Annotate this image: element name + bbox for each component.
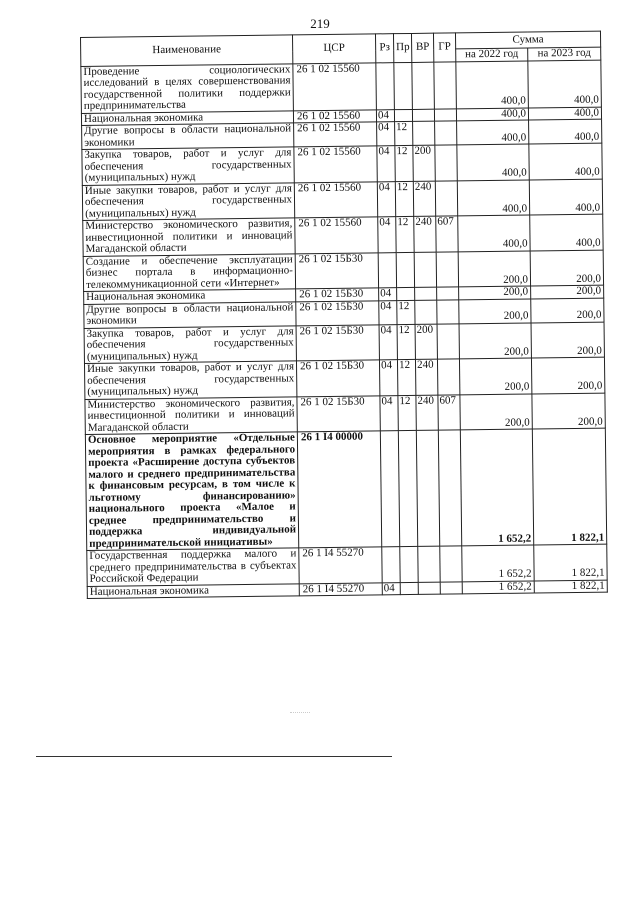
- row-pr: 12: [395, 121, 413, 145]
- row-csr: 26 1 02 15560: [293, 109, 376, 123]
- row-rz: [378, 252, 396, 288]
- row-sum-2023: 400,0: [529, 179, 602, 215]
- footnote-rule: [36, 756, 392, 757]
- row-rz: 04: [378, 217, 396, 253]
- row-name: Государственная поддержка малого и среднего предпринимательства в субъектах Российской Федерации: [87, 548, 299, 586]
- row-sum-2022: 200,0: [459, 299, 531, 324]
- row-pr: [397, 287, 415, 300]
- row-name: Министерство экономического развития, инвестиционной политики и инноваций Магаданской области: [85, 396, 297, 434]
- row-gr: [437, 323, 459, 359]
- row-rz: 04: [377, 122, 395, 146]
- table-row: [81, 60, 602, 113]
- row-sum-2023: 400,0: [530, 214, 603, 250]
- row-rz: [382, 547, 400, 583]
- header-name: Наименование: [81, 35, 293, 66]
- header-year-2023: на 2023 год: [528, 47, 601, 60]
- row-pr: 12: [397, 324, 415, 360]
- row-gr: [440, 581, 462, 594]
- row-gr: [434, 61, 457, 108]
- table-body: [81, 60, 607, 599]
- row-name: Национальная экономика: [84, 289, 296, 304]
- row-rz: [376, 62, 395, 109]
- row-csr: 26 1 02 15Б30: [296, 360, 379, 397]
- row-vr: 240: [415, 359, 437, 395]
- table-row: [85, 393, 605, 435]
- row-sum-2022: 400,0: [456, 61, 529, 109]
- row-csr: 26 1 I4 55270: [299, 582, 382, 596]
- header-year-2022: на 2022 год: [456, 48, 528, 61]
- row-name: Проведение социологических исследований в целях совершенствования государственной политики поддержки предпринимательства: [81, 63, 294, 113]
- row-pr: 12: [397, 300, 415, 324]
- header-gr: ГР: [433, 33, 455, 62]
- row-csr: 26 1 I4 55270: [299, 547, 382, 584]
- row-name: Создание и обеспечение эксплуатации бизнес портала в информационно-телекоммуникационной сети «Интернет»: [83, 253, 295, 291]
- row-gr: [437, 359, 459, 395]
- row-sum-2022: 200,0: [459, 358, 531, 394]
- row-rz: 04: [379, 288, 397, 301]
- row-pr: [396, 252, 414, 288]
- row-pr: 12: [395, 181, 413, 217]
- row-name: Другие вопросы в области национальной экономики: [84, 301, 296, 328]
- row-pr: 12: [395, 145, 413, 181]
- row-gr: [436, 251, 458, 287]
- row-sum-2023: 200,0: [531, 322, 604, 358]
- row-name: Другие вопросы в области национальной экономики: [82, 123, 294, 150]
- row-vr: 240: [416, 395, 438, 431]
- row-csr: 26 1 02 15Б30: [297, 395, 380, 432]
- row-gr: [438, 430, 461, 546]
- row-sum-2022: 200,0: [458, 251, 530, 287]
- row-sum-2022: 1 652,2: [462, 545, 534, 581]
- scan-mark: [290, 712, 310, 713]
- row-csr: 26 1 02 15Б30: [296, 324, 379, 361]
- row-sum-2023: 400,0: [528, 107, 601, 120]
- row-pr: 12: [397, 359, 415, 395]
- table-row: [83, 214, 603, 256]
- row-sum-2023: 400,0: [529, 119, 602, 144]
- row-csr: 26 1 I4 00000: [297, 431, 381, 548]
- row-sum-2023: 200,0: [530, 250, 603, 286]
- row-gr: 607: [436, 216, 458, 252]
- row-gr: [435, 121, 457, 145]
- row-csr: 26 1 02 15560: [294, 146, 377, 183]
- row-vr: 240: [413, 181, 435, 217]
- row-sum-2023: 1 822,1: [532, 428, 606, 545]
- row-sum-2022: 400,0: [457, 120, 529, 145]
- row-sum-2023: 200,0: [531, 298, 604, 323]
- header-pr: Пр: [393, 33, 411, 62]
- row-rz: 04: [379, 300, 397, 324]
- row-sum-2023: 1 822,1: [534, 544, 607, 580]
- row-csr: 26 1 02 15560: [294, 181, 377, 218]
- row-vr: [418, 546, 440, 582]
- row-rz: 04: [377, 181, 395, 217]
- row-vr: [414, 252, 436, 288]
- row-sum-2022: 200,0: [459, 286, 531, 299]
- row-sum-2022: 1 652,2: [460, 429, 533, 546]
- row-vr: [418, 582, 440, 595]
- row-sum-2023: 200,0: [531, 357, 604, 393]
- row-vr: 200: [413, 145, 435, 181]
- row-sum-2022: 200,0: [460, 394, 532, 430]
- row-sum-2022: 200,0: [459, 323, 531, 359]
- page-number: 219: [310, 16, 330, 31]
- row-gr: [435, 145, 457, 181]
- row-csr: 26 1 02 15560: [295, 217, 378, 254]
- row-gr: [437, 287, 459, 300]
- row-pr: [400, 582, 418, 595]
- row-name: Национальная экономика: [81, 110, 293, 125]
- row-pr: [398, 430, 417, 546]
- row-csr: 26 1 02 15Б30: [295, 252, 378, 289]
- row-sum-2023: 400,0: [528, 60, 602, 108]
- row-sum-2023: 400,0: [529, 143, 602, 179]
- row-name: Иные закупки товаров, работ и услуг для обеспечения государственных (муниципальных) нужд: [82, 182, 294, 220]
- row-name: Закупка товаров, работ и услуг для обеспечения государственных (муниципальных) нужд: [82, 147, 294, 185]
- row-pr: 12: [396, 216, 414, 252]
- row-name: Закупка товаров, работ и услуг для обеспечения государственных (муниципальных) нужд: [84, 325, 296, 363]
- row-vr: [415, 300, 437, 324]
- row-rz: 04: [379, 360, 397, 396]
- row-pr: [394, 62, 413, 109]
- header-vr: ВР: [411, 33, 433, 62]
- row-name: Иные закупки товаров, работ и услуг для обеспечения государственных (муниципальных) нужд: [84, 361, 296, 399]
- row-vr: [413, 121, 435, 145]
- row-sum-2022: 1 652,2: [462, 580, 534, 593]
- row-name: Национальная экономика: [87, 583, 299, 598]
- row-name: Основное мероприятие «Отдельные мероприятия в рамках федерального проекта «Расширение доступа субъектов малого и среднего предпринимательства к финансовым ресурсам, в том числе к льготному финансированию» национального проекта «Малое и среднее предпринимательство и поддержка индивидуальной предпринимательской инициативы»: [85, 432, 298, 551]
- row-sum-2023: 1 822,1: [534, 580, 607, 593]
- row-gr: [437, 299, 459, 323]
- row-gr: [440, 546, 462, 582]
- row-pr: [394, 109, 412, 122]
- table-row: [84, 357, 604, 399]
- row-rz: 04: [376, 109, 394, 122]
- row-rz: 04: [379, 324, 397, 360]
- row-sum-2022: 400,0: [457, 144, 529, 180]
- header-rz: Рз: [375, 34, 393, 63]
- row-rz: 04: [380, 395, 398, 431]
- budget-table-wrapper: [80, 31, 607, 599]
- row-csr: 26 1 02 15560: [294, 122, 377, 147]
- row-vr: [415, 287, 437, 300]
- row-sum-2022: 400,0: [457, 180, 529, 216]
- row-csr: 26 1 02 15Б30: [296, 300, 379, 325]
- row-gr: [434, 108, 456, 121]
- row-rz: [380, 431, 399, 547]
- row-sum-2023: 200,0: [531, 285, 604, 298]
- row-gr: [435, 180, 457, 216]
- row-name: Министерство экономического развития, инвестиционной политики и инноваций Магаданской области: [83, 218, 295, 256]
- table-row: [82, 143, 602, 185]
- table-row: [84, 322, 604, 364]
- table-row: [82, 179, 602, 221]
- header-csr: ЦСР: [292, 34, 375, 64]
- row-pr: 12: [398, 395, 416, 431]
- row-csr: 26 1 02 15Б30: [296, 288, 379, 302]
- row-sum-2022: 400,0: [456, 108, 528, 121]
- row-pr: [400, 546, 418, 582]
- row-rz: 04: [377, 146, 395, 182]
- row-sum-2023: 200,0: [532, 393, 605, 429]
- row-rz: 04: [382, 582, 400, 595]
- row-csr: 26 1 02 15560: [293, 62, 377, 110]
- row-gr: 607: [438, 394, 460, 430]
- header-sum: Сумма: [455, 31, 600, 49]
- row-vr: [412, 109, 434, 122]
- row-sum-2022: 400,0: [458, 215, 530, 251]
- row-vr: 240: [414, 216, 436, 252]
- table-row: [85, 428, 606, 550]
- budget-table: [80, 31, 608, 599]
- row-vr: [412, 62, 435, 109]
- row-vr: 200: [415, 324, 437, 360]
- row-vr: [416, 430, 439, 546]
